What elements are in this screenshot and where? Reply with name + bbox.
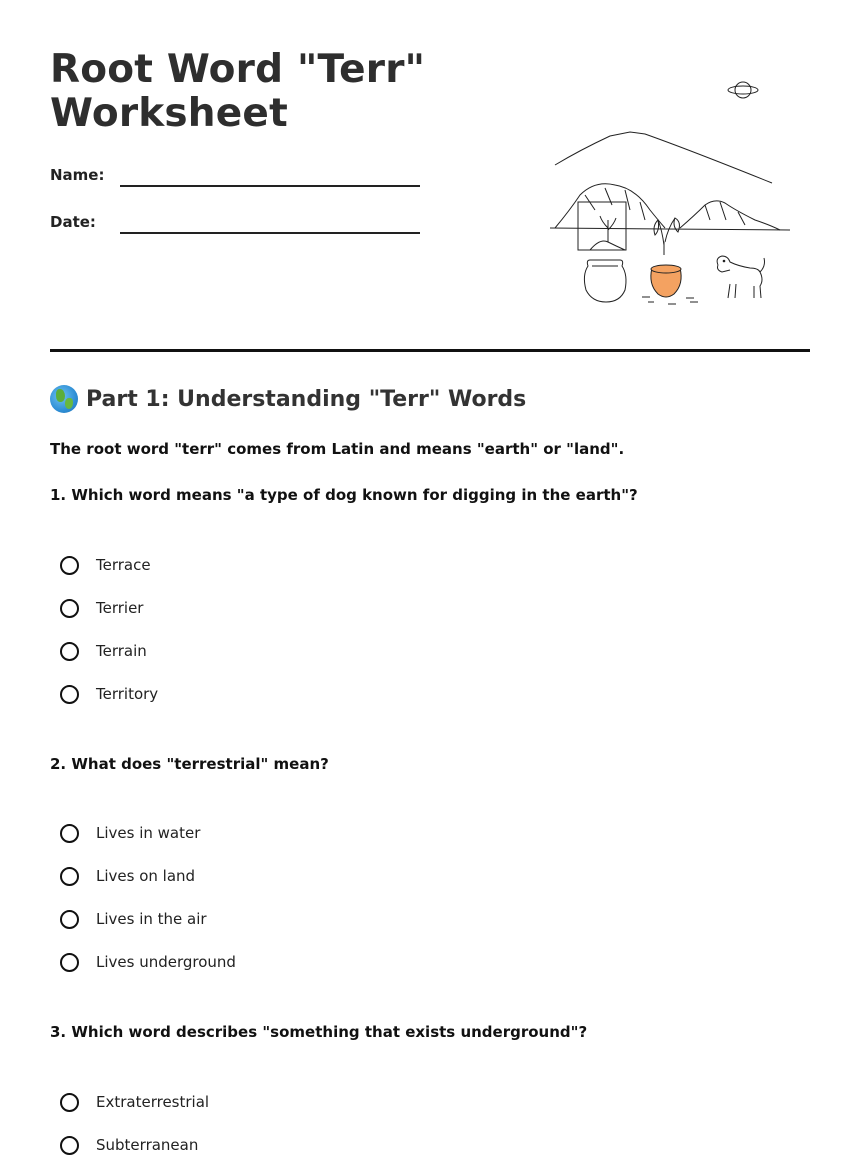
- option-label: Extraterrestrial: [96, 1093, 210, 1111]
- q2-option-water[interactable]: [60, 820, 200, 846]
- name-field[interactable]: [50, 166, 420, 190]
- header-illustration: [540, 70, 800, 320]
- q3-option-subterranean[interactable]: [60, 1132, 198, 1158]
- q1-option-terrain[interactable]: [60, 638, 147, 664]
- rocks-icon: [550, 184, 790, 230]
- terrarium-icon: [578, 202, 626, 250]
- radio-button[interactable]: [60, 642, 79, 661]
- part1-intro: The root word "terr" comes from Latin and means "earth" or "land".: [50, 440, 625, 458]
- option-label: Subterranean: [96, 1136, 199, 1154]
- question-2: 2. What does "terrestrial" mean?: [50, 755, 329, 773]
- globe-icon: [50, 385, 78, 413]
- pot-icon: [584, 260, 626, 302]
- radio-button[interactable]: [60, 953, 79, 972]
- question-1: 1. Which word means "a type of dog known for digging in the earth"?: [50, 486, 638, 504]
- option-label: Lives on land: [96, 867, 196, 885]
- worksheet-title: [50, 48, 425, 136]
- option-label: Terrain: [96, 642, 147, 660]
- date-field[interactable]: [50, 213, 420, 237]
- name-label: Name:: [50, 166, 105, 184]
- title-line-1: Root Word "Terr": [50, 47, 426, 92]
- option-label: Territory: [96, 685, 159, 703]
- date-input-line[interactable]: [120, 232, 420, 234]
- q1-option-terrace[interactable]: [60, 552, 151, 578]
- option-label: Terrace: [96, 556, 151, 574]
- radio-button[interactable]: [60, 1093, 79, 1112]
- plant-pot-icon: [642, 218, 698, 304]
- option-label: Lives in the air: [96, 910, 207, 928]
- option-label: Terrier: [96, 599, 144, 617]
- radio-button[interactable]: [60, 824, 79, 843]
- q1-option-territory[interactable]: [60, 681, 158, 707]
- mountain-icon: [555, 132, 772, 183]
- radio-button[interactable]: [60, 685, 79, 704]
- radio-button[interactable]: [60, 867, 79, 886]
- planet-icon: [728, 82, 758, 98]
- name-input-line[interactable]: [120, 185, 420, 187]
- q1-option-terrier[interactable]: [60, 595, 143, 621]
- title-line-2: Worksheet: [50, 91, 288, 136]
- dog-icon: [717, 256, 764, 298]
- q2-option-land[interactable]: [60, 863, 195, 889]
- option-label: Lives in water: [96, 824, 201, 842]
- radio-button[interactable]: [60, 1136, 79, 1155]
- q2-option-underground[interactable]: [60, 949, 236, 975]
- q2-option-air[interactable]: [60, 906, 207, 932]
- option-label: Lives underground: [96, 953, 236, 971]
- part1-heading-text: Part 1: Understanding "Terr" Words: [86, 386, 527, 412]
- radio-button[interactable]: [60, 910, 79, 929]
- question-3: 3. Which word describes "something that exists underground"?: [50, 1023, 588, 1041]
- part1-heading: [50, 385, 526, 413]
- q3-option-extraterrestrial[interactable]: [60, 1089, 209, 1115]
- header-divider: [50, 349, 810, 352]
- radio-button[interactable]: [60, 599, 79, 618]
- date-label: Date:: [50, 213, 96, 231]
- radio-button[interactable]: [60, 556, 79, 575]
